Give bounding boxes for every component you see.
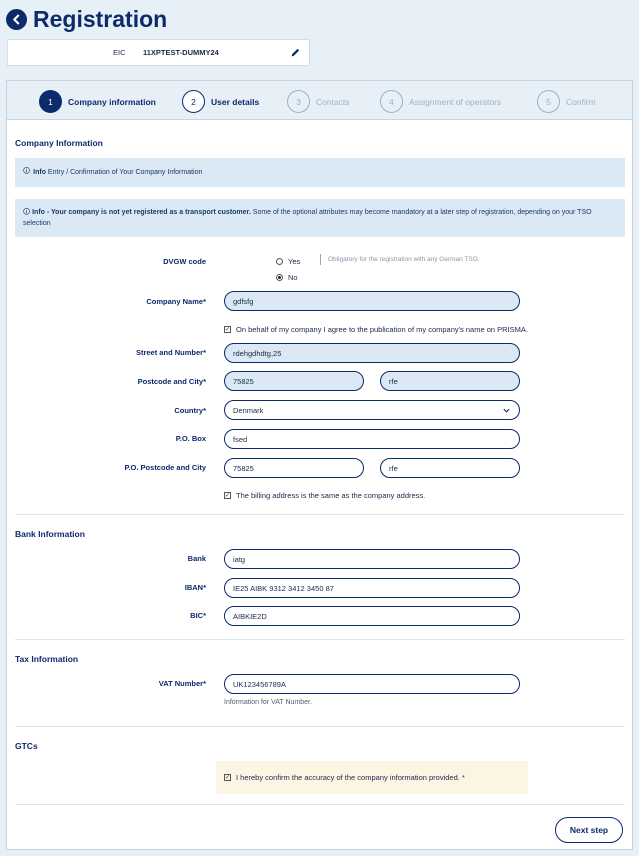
checkbox[interactable]: ✓ — [224, 492, 231, 499]
info-icon: 🛈 — [23, 168, 31, 175]
stepper — [7, 81, 632, 120]
divider — [15, 726, 625, 727]
po-city-input[interactable]: rfe — [380, 458, 520, 478]
radio-label: No — [288, 273, 298, 282]
postcode-city-label: Postcode and City* — [137, 377, 206, 386]
country-label: Country* — [174, 406, 206, 415]
checkbox[interactable]: ✓ — [224, 326, 231, 333]
bank-label: Bank — [187, 554, 206, 563]
step-label: Contacts — [316, 96, 350, 107]
dvgw-no-radio[interactable] — [276, 273, 298, 282]
info-bold-text: Info - Your company is not yet registered as a transport customer. — [32, 209, 251, 216]
bank-input[interactable]: iatg — [224, 549, 520, 569]
divider — [15, 639, 625, 640]
registration-card — [6, 80, 633, 850]
step-contacts[interactable] — [287, 90, 350, 113]
gtc-section-title: GTCs — [15, 741, 38, 751]
pencil-icon[interactable] — [290, 47, 301, 60]
eic-label: EIC — [113, 48, 126, 57]
next-step-button[interactable]: Next step — [555, 817, 623, 843]
bank-section-title: Bank Information — [15, 529, 85, 539]
country-select[interactable] — [224, 400, 520, 420]
step-number: 3 — [287, 90, 310, 113]
step-number: 4 — [380, 90, 403, 113]
step-user-details[interactable] — [182, 90, 259, 113]
postcode-input[interactable]: 75825 — [224, 371, 364, 391]
hint-divider — [320, 254, 321, 265]
divider — [15, 514, 625, 515]
billing-checkbox-row[interactable] — [224, 491, 425, 500]
po-postcode-input[interactable]: 75825 — [224, 458, 364, 478]
po-postcode-city-label: P.O. Postcode and City — [124, 463, 206, 472]
info-icon: 🛈 — [23, 209, 31, 216]
gtc-confirm-box[interactable] — [216, 761, 528, 794]
publish-checkbox-row[interactable] — [224, 325, 528, 334]
back-arrow-icon[interactable] — [6, 9, 27, 30]
info-text: Some of the optional attributes may become mandatory at a later step of registration, depending on your TSO selection — [23, 209, 592, 227]
street-input[interactable]: rdehgdhdtg,25 — [224, 343, 520, 363]
step-confirm[interactable] — [537, 90, 596, 113]
street-label: Street and Number* — [135, 348, 206, 357]
bic-label: BIC* — [190, 611, 206, 620]
radio-circle — [276, 274, 283, 281]
radio-label: Yes — [288, 257, 301, 266]
page-header — [6, 6, 167, 33]
eic-value: 11XPTEST-DUMMY24 — [143, 48, 219, 57]
publish-label: On behalf of my company I agree to the publication of my company's name on PRISMA. — [236, 325, 528, 334]
step-label: User details — [211, 96, 260, 107]
chevron-down-icon — [502, 406, 511, 417]
company-name-input[interactable]: gdfsfg — [224, 291, 520, 311]
page-title: Registration — [33, 6, 168, 32]
divider — [15, 804, 625, 805]
country-value: Denmark — [233, 405, 264, 415]
radio-circle — [276, 258, 283, 265]
info-text: Entry / Confirmation of Your Company Information — [47, 169, 203, 176]
billing-label: The billing address is the same as the company address. — [236, 491, 426, 500]
step-company-information[interactable] — [39, 90, 156, 113]
vat-label: VAT Number* — [158, 679, 206, 688]
step-label: Company information — [68, 96, 156, 107]
step-label: Assignment of operators — [409, 96, 502, 107]
info-box-entry — [15, 158, 625, 187]
step-assignment-of-operators[interactable] — [380, 90, 501, 113]
step-number: 1 — [39, 90, 62, 113]
step-number: 5 — [537, 90, 560, 113]
iban-label: IBAN* — [184, 583, 206, 592]
company-name-label: Company Name* — [146, 297, 206, 306]
pobox-label: P.O. Box — [175, 434, 206, 443]
dvgw-yes-radio[interactable] — [276, 257, 300, 266]
dvgw-hint: Obligatory for the registration with any German TSO. — [328, 256, 480, 263]
company-section-title: Company Information — [15, 138, 103, 148]
step-number: 2 — [182, 90, 205, 113]
gtc-confirm-label: I hereby confirm the accuracy of the company information provided. * — [236, 773, 465, 782]
iban-input[interactable]: IE25 AIBK 9312 3412 3450 87 — [224, 578, 520, 598]
checkbox[interactable]: ✓ — [224, 774, 231, 781]
pobox-input[interactable]: fsed — [224, 429, 520, 449]
dvgw-label: DVGW code — [163, 257, 206, 266]
bic-input[interactable]: AIBKIE2D — [224, 606, 520, 626]
eic-card — [7, 39, 310, 66]
vat-input[interactable]: UK123456789A — [224, 674, 520, 694]
vat-helper-text: Information for VAT Number. — [224, 699, 312, 706]
step-label: Confirm — [566, 96, 596, 107]
info-box-registration — [15, 199, 625, 237]
tax-section-title: Tax Information — [15, 654, 79, 664]
city-input[interactable]: rfe — [380, 371, 520, 391]
info-prefix: Info — [33, 169, 46, 176]
